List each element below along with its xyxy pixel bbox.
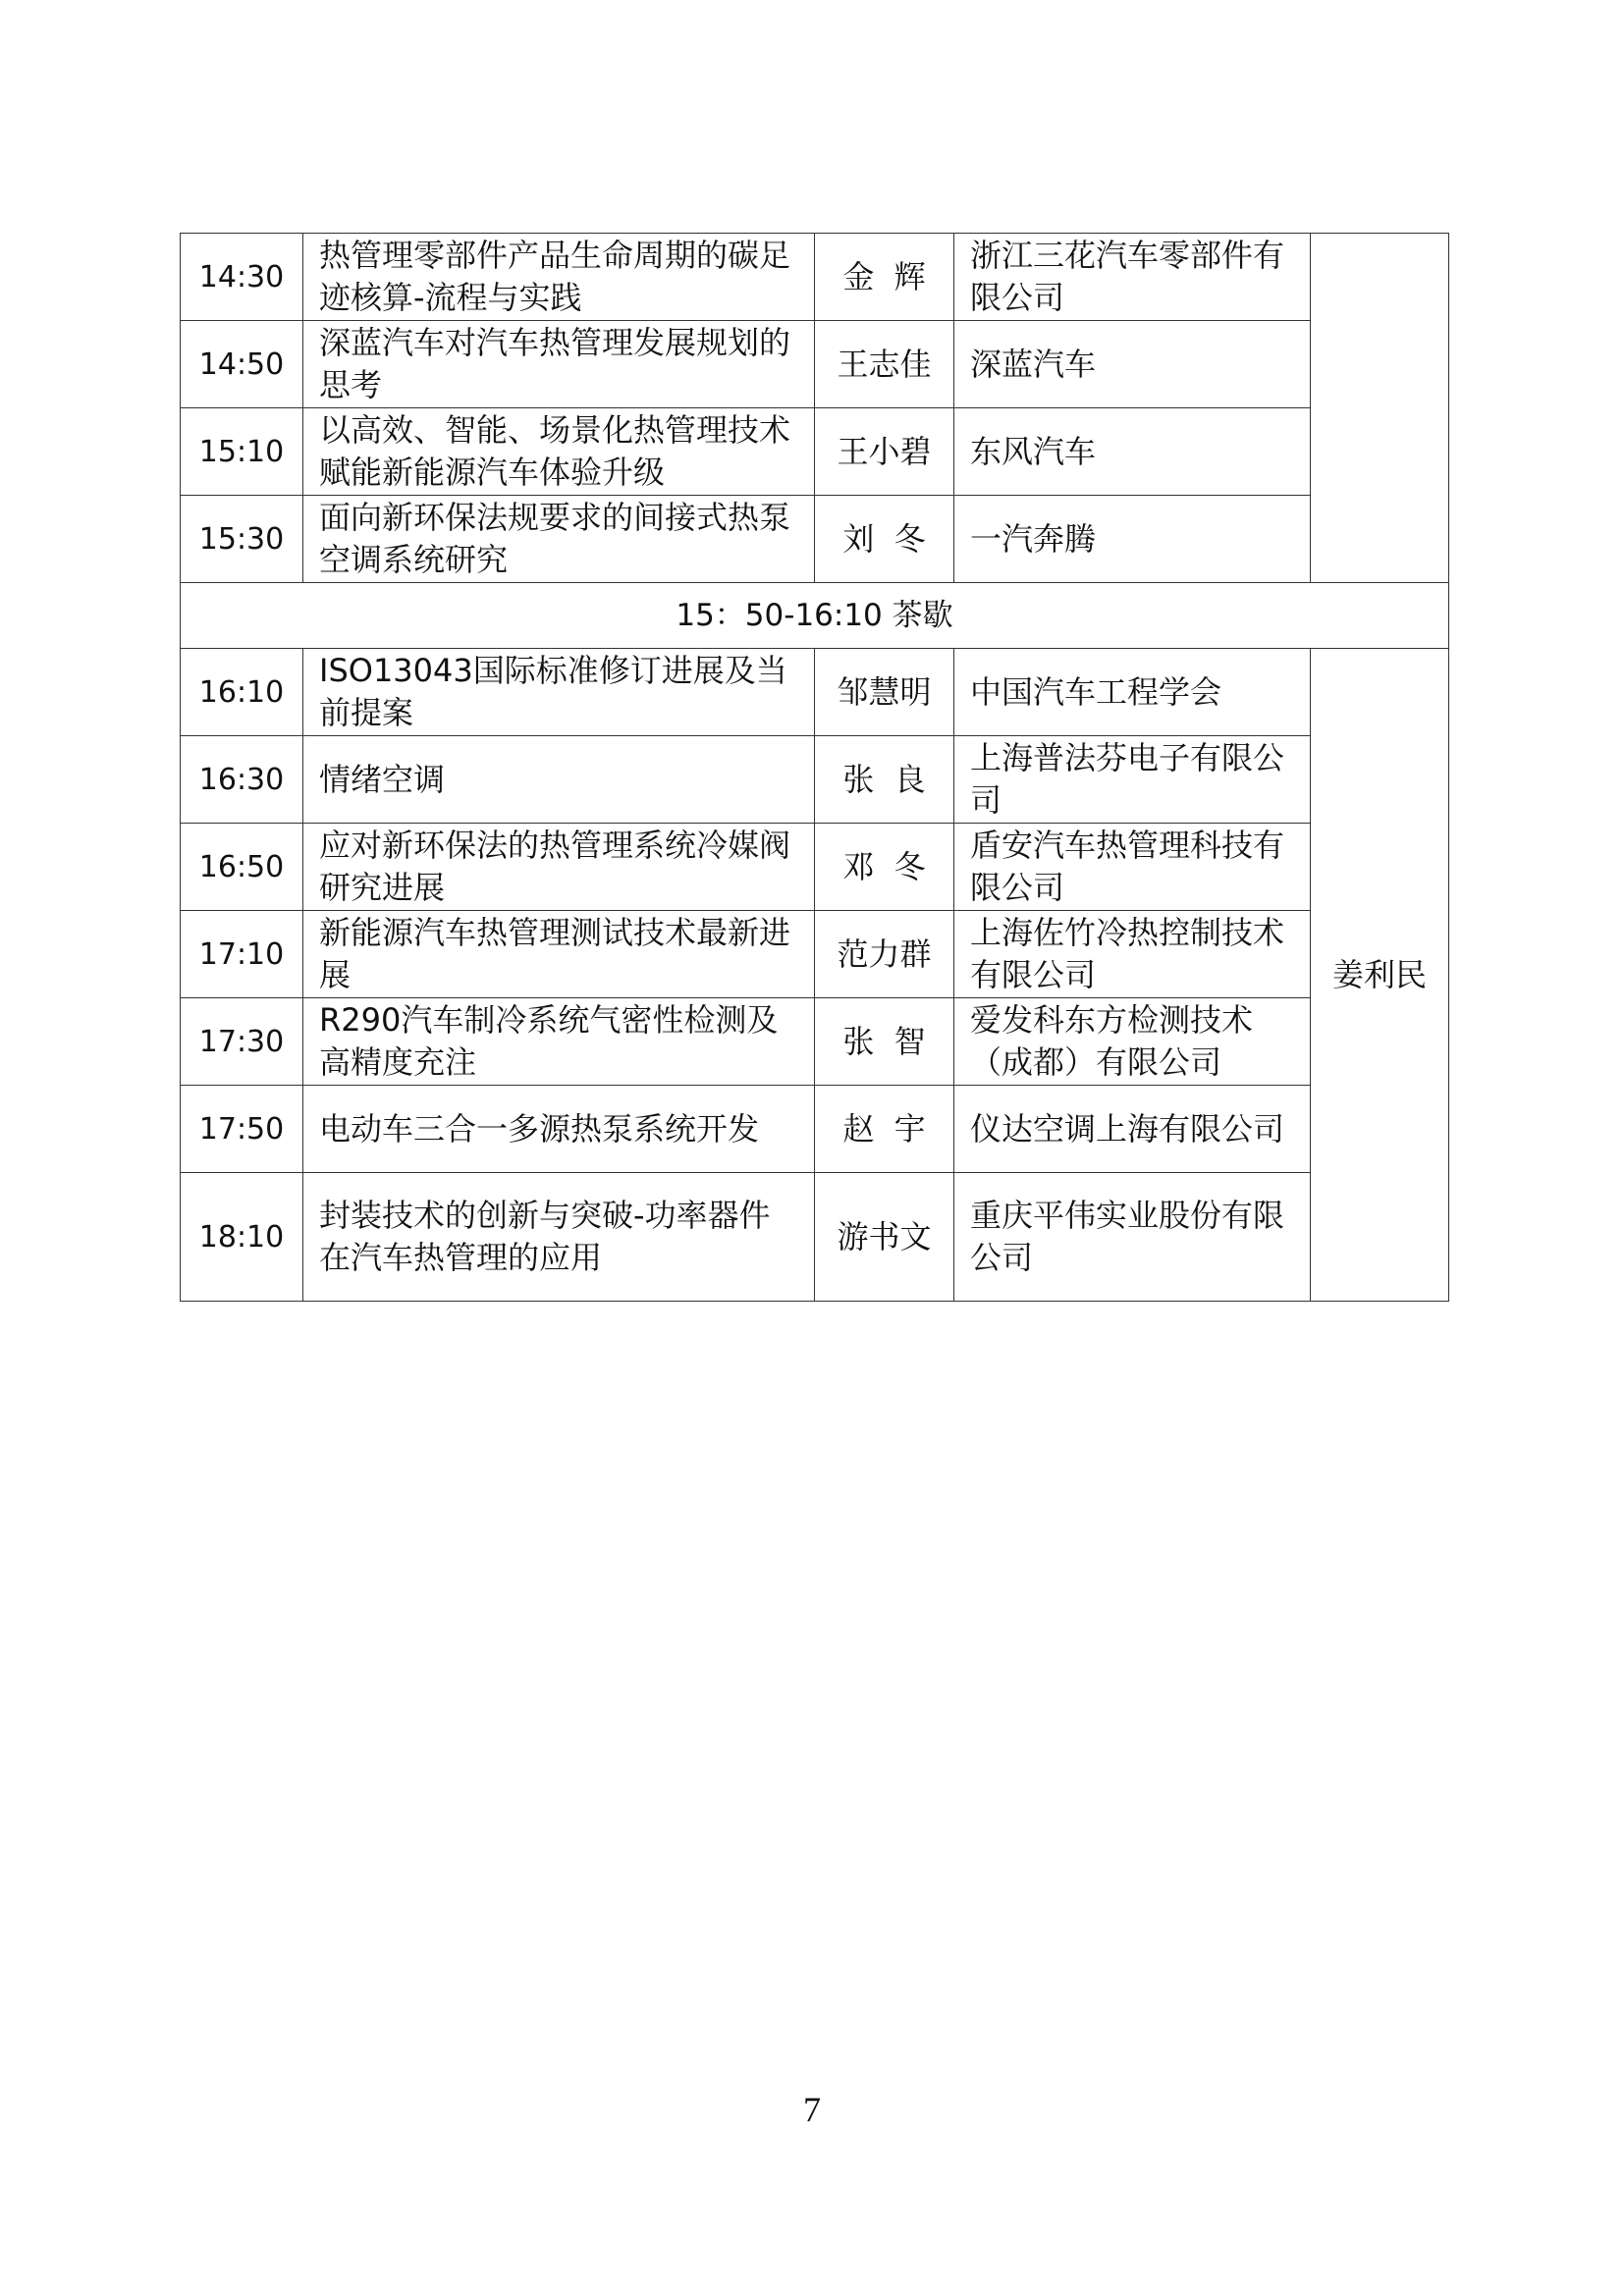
table-row (181, 1173, 1449, 1302)
time-cell: 14:30 (181, 234, 303, 321)
organization-cell: 上海佐竹冷热控制技术有限公司 (954, 911, 1311, 998)
tea-break-cell: 15：50-16:10 茶歇 (181, 583, 1449, 649)
topic-cell: 应对新环保法的热管理系统冷媒阀研究进展 (303, 824, 815, 911)
time-cell: 16:50 (181, 824, 303, 911)
topic-cell: 电动车三合一多源热泵系统开发 (303, 1086, 815, 1173)
speaker-cell: 邓 冬 (815, 824, 954, 911)
organization-cell: 浙江三花汽车零部件有限公司 (954, 234, 1311, 321)
organization-cell: 一汽奔腾 (954, 496, 1311, 583)
tea-break-row (181, 583, 1449, 649)
table-row (181, 824, 1449, 911)
topic-cell: 新能源汽车热管理测试技术最新进展 (303, 911, 815, 998)
table-row (181, 911, 1449, 998)
speaker-cell: 刘 冬 (815, 496, 954, 583)
organization-cell: 中国汽车工程学会 (954, 649, 1311, 736)
speaker-cell: 游书文 (815, 1173, 954, 1302)
organization-cell: 仪达空调上海有限公司 (954, 1086, 1311, 1173)
table-row (181, 496, 1449, 583)
topic-cell: 情绪空调 (303, 736, 815, 824)
speaker-cell: 金 辉 (815, 234, 954, 321)
page-number: 7 (803, 2090, 821, 2129)
schedule-table (180, 233, 1449, 1302)
time-cell: 15:30 (181, 496, 303, 583)
organization-cell: 东风汽车 (954, 408, 1311, 496)
organization-cell: 重庆平伟实业股份有限公司 (954, 1173, 1311, 1302)
session-chair-cell: 姜利民 (1311, 649, 1449, 1302)
speaker-cell: 范力群 (815, 911, 954, 998)
time-cell: 17:50 (181, 1086, 303, 1173)
table-row (181, 736, 1449, 824)
topic-cell: 以高效、智能、场景化热管理技术赋能新能源汽车体验升级 (303, 408, 815, 496)
organization-cell: 上海普法芬电子有限公司 (954, 736, 1311, 824)
time-cell: 15:10 (181, 408, 303, 496)
speaker-cell: 赵 宇 (815, 1086, 954, 1173)
speaker-cell: 王小碧 (815, 408, 954, 496)
organization-cell: 爱发科东方检测技术（成都）有限公司 (954, 998, 1311, 1086)
table-row (181, 321, 1449, 408)
time-cell: 14:50 (181, 321, 303, 408)
table-row (181, 649, 1449, 736)
speaker-cell: 王志佳 (815, 321, 954, 408)
topic-cell: 热管理零部件产品生命周期的碳足迹核算-流程与实践 (303, 234, 815, 321)
speaker-cell: 邹慧明 (815, 649, 954, 736)
topic-cell: 面向新环保法规要求的间接式热泵空调系统研究 (303, 496, 815, 583)
chair-cell-empty (1311, 234, 1449, 583)
topic-cell: 深蓝汽车对汽车热管理发展规划的思考 (303, 321, 815, 408)
table-row (181, 1086, 1449, 1173)
topic-cell: ISO13043国际标准修订进展及当前提案 (303, 649, 815, 736)
topic-cell: R290汽车制冷系统气密性检测及高精度充注 (303, 998, 815, 1086)
time-cell: 17:30 (181, 998, 303, 1086)
organization-cell: 盾安汽车热管理科技有限公司 (954, 824, 1311, 911)
topic-cell: 封装技术的创新与突破-功率器件在汽车热管理的应用 (303, 1173, 815, 1302)
table-row (181, 408, 1449, 496)
time-cell: 18:10 (181, 1173, 303, 1302)
organization-cell: 深蓝汽车 (954, 321, 1311, 408)
speaker-cell: 张 良 (815, 736, 954, 824)
time-cell: 17:10 (181, 911, 303, 998)
speaker-cell: 张 智 (815, 998, 954, 1086)
time-cell: 16:10 (181, 649, 303, 736)
table-row (181, 998, 1449, 1086)
time-cell: 16:30 (181, 736, 303, 824)
table-row (181, 234, 1449, 321)
